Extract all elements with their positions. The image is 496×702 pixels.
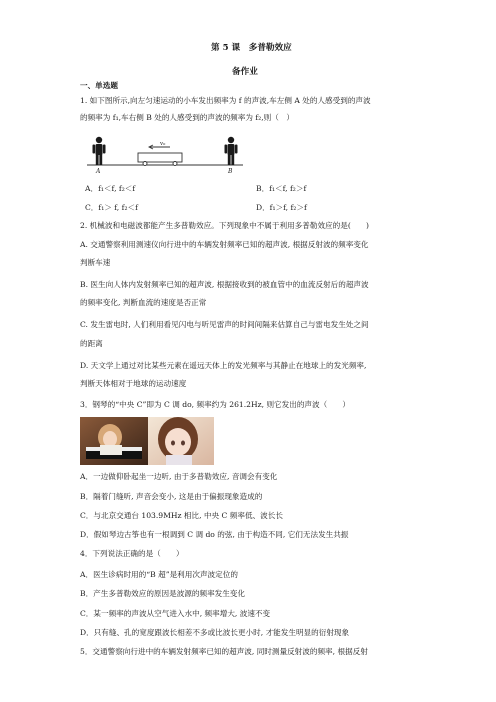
q3-option-b: B．隔着门缝听, 声音会变小, 这是由于偏振现象造成的 [80, 492, 263, 501]
q2-option-c-line1: C. 发生雷电时, 人们利用看见闪电与听见雷声的时间间隔来估算自己与雷电发生处之间 [80, 320, 369, 329]
q2-stem: 2. 机械波和电磁波都能产生多普勒效应。下列现象中不属于利用多普勒效应的是( ) [80, 221, 369, 230]
q2-option-b-line1: B. 医生向人体内发射频率已知的超声波, 根据接收到的被血管中的血流反射后的超声波 [80, 280, 369, 289]
q1-fig-velocity: v₀ [160, 141, 166, 147]
q2-option-b-line2: 的频率变化, 判断血流的速度是否正常 [80, 298, 207, 307]
q4-stem: 4．下列说法正确的是（ ） [80, 549, 184, 558]
q1-fig-label-a: A [96, 168, 101, 175]
q2-option-a-line1: A. 交通警察利用测速仪向行进中的车辆发射频率已知的超声波, 根据反射波的频率变化 [80, 240, 369, 249]
q4-option-c: C．某一频率的声波从空气进入水中, 频率增大, 波速不变 [80, 609, 271, 618]
q1-stem-line1: 1. 如下图所示,向左匀速运动的小车发出频率为 f 的声波,车左侧 A 处的人感受到的声波 [80, 96, 371, 105]
q2-option-a-line2: 判断车速 [80, 258, 111, 267]
q2-option-d-line2: 判断天体相对于地球的运动速度 [80, 379, 187, 388]
person-a-icon [93, 137, 106, 165]
q5-stem: 5．交通警察向行进中的车辆发射频率已知的超声波, 同时测量反射波的频率, 根据反射 [80, 647, 368, 656]
q1-stem-line2: 的频率为 f₁,车右侧 B 处的人感受到的声波的频率为 f₂,则（ ） [80, 113, 295, 122]
q1-option-a: A．f₁＜f, f₂＜f [85, 184, 136, 193]
q3-stem: 3．钢琴的“中央 C”即为 C 调 do, 频率约为 261.2Hz, 则它发出的声波（ ） [80, 400, 350, 409]
person-b-icon [225, 137, 238, 165]
q4-option-a: A．医生诊病时用的“B 超”是利用次声波定位的 [80, 570, 238, 579]
q3-option-d: D．假如琴边古筝也有一根调到 C 调 do 的弦, 由于构造不同, 它们无法发生共振 [80, 530, 349, 539]
q4-option-b: B．产生多普勒效应的原因是波源的频率发生变化 [80, 589, 246, 598]
lesson-title: 第 5 课 多普勒效应 [211, 43, 292, 53]
q1-option-d: D．f₁＞f, f₂＞f [256, 203, 307, 212]
q3-option-a: A．一边做仰卧起坐一边听, 由于多普勒效应, 音调会有变化 [80, 472, 278, 481]
q4-option-d: D．只有缝、孔的宽度跟波长相差不多或比波长更小时, 才能发生明显的衍射现象 [80, 628, 350, 637]
homework-subtitle: 备作业 [232, 67, 258, 77]
section-heading: 一、单选题 [80, 81, 118, 90]
q3-illustration [80, 417, 214, 465]
q1-option-c: C．f₁＞ f, f₂＜f [85, 203, 138, 212]
q2-option-d-line1: D. 天文学上通过对比某些元素在遥远天体上的发光频率与其静止在地球上的发光频率, [80, 361, 367, 370]
q1-fig-label-b: B [228, 168, 233, 175]
q2-option-c-line2: 的距离 [80, 339, 103, 348]
q3-option-c: C．与北京交通台 103.9MHz 相比, 中央 C 频率低、波长长 [80, 511, 283, 520]
q1-option-b: B．f₁＜f, f₂＞f [256, 184, 307, 193]
